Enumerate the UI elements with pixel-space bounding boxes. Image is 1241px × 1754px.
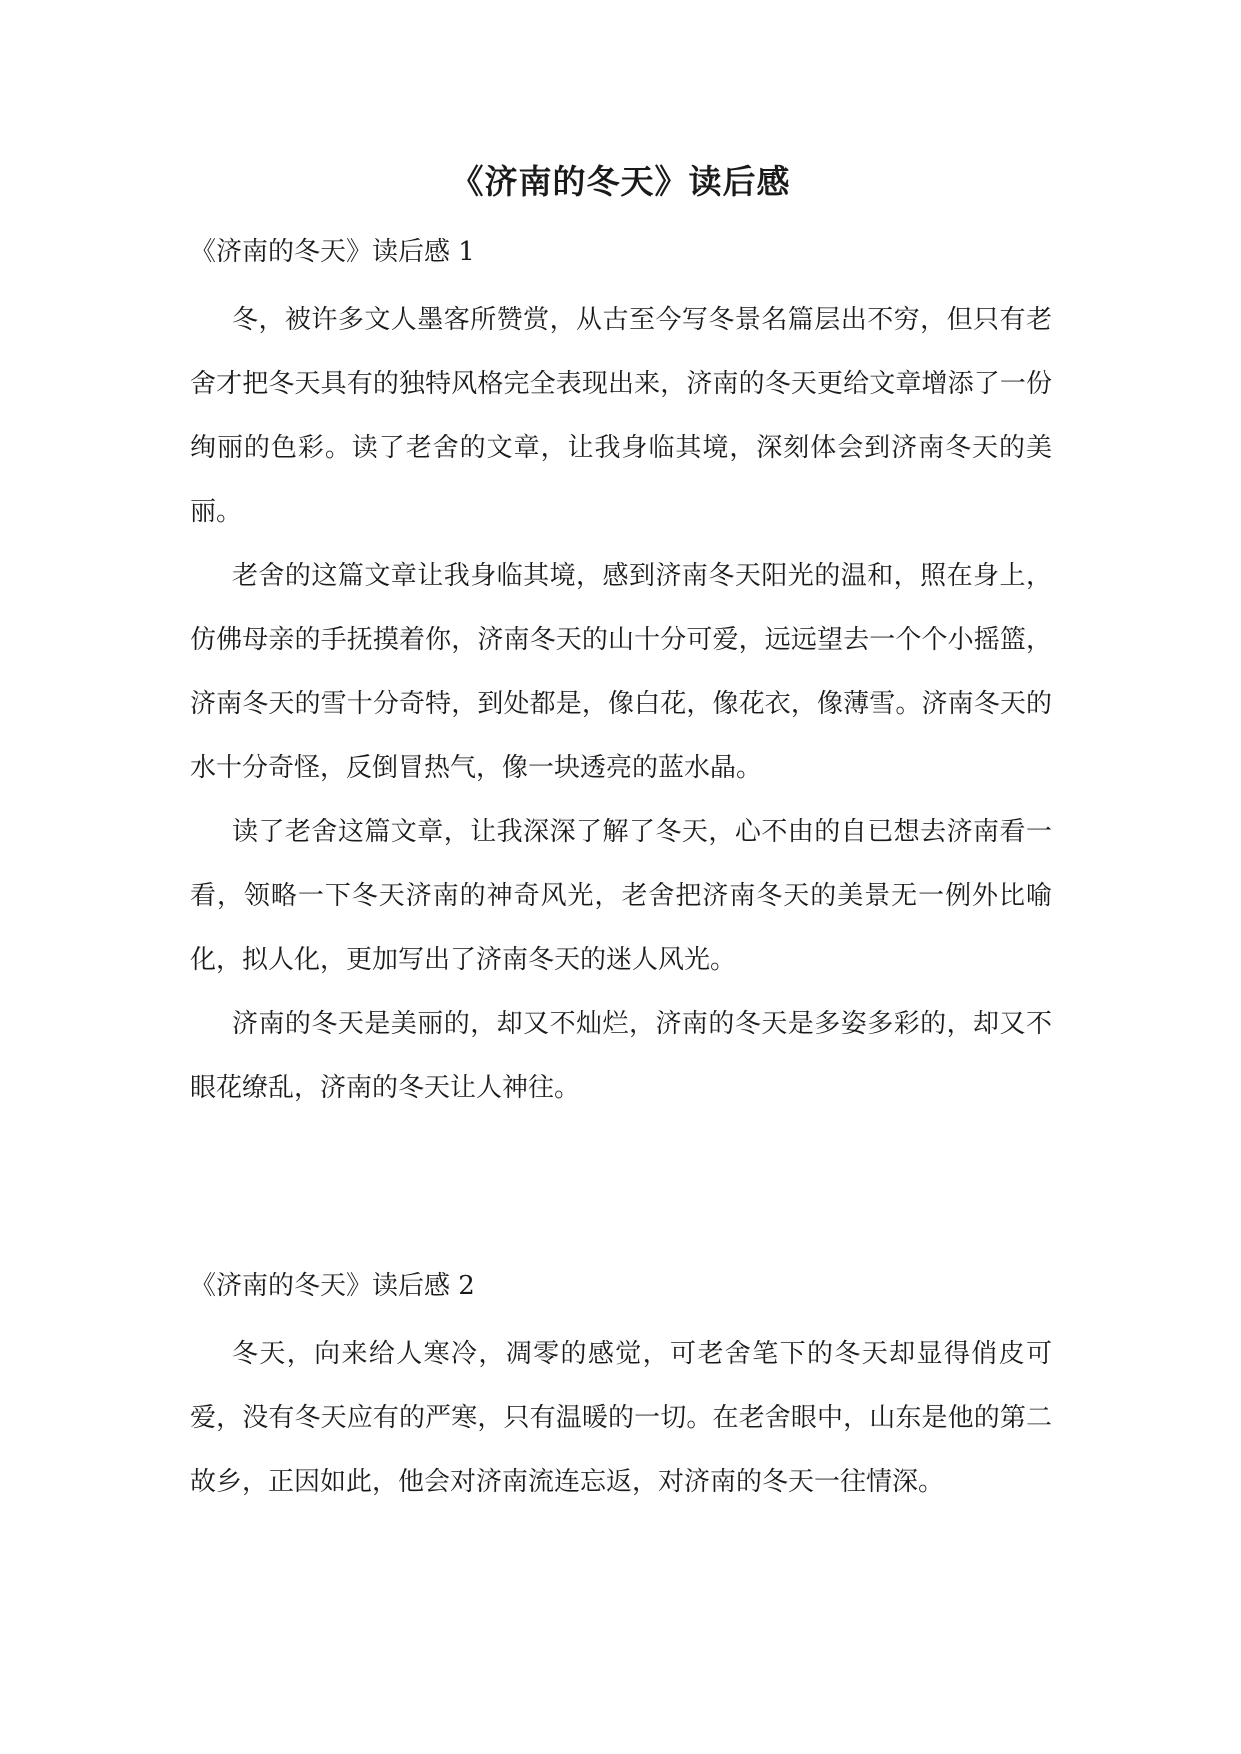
paragraph: 济南的冬天是美丽的，却又不灿烂，济南的冬天是多姿多彩的，却又不眼花缭乱，济南的冬天让人神往。	[190, 1009, 1052, 1103]
paragraph: 冬天，向来给人寒冷，凋零的感觉，可老舍笔下的冬天却显得俏皮可爱，没有冬天应有的严寒，只有温暖的一切。在老舍眼中，山东是他的第二故乡，正因如此，他会对济南流连忘返，对济南的冬天一往情深。	[190, 1339, 1052, 1497]
essay-section-2	[190, 1262, 1052, 1514]
section-heading: 《济南的冬天》读后感 1	[190, 237, 475, 267]
essay-section-1	[190, 228, 1052, 1120]
paragraph: 读了老舍这篇文章，让我深深了解了冬天，心不由的自已想去济南看一看，领略一下冬天济南的神奇风光，老舍把济南冬天的美景无一例外比喻化，拟人化，更加写出了济南冬天的迷人风光。	[190, 817, 1052, 975]
paragraph: 冬，被许多文人墨客所赞赏，从古至今写冬景名篇层出不穷，但只有老舍才把冬天具有的独特风格完全表现出来，济南的冬天更给文章增添了一份绚丽的色彩。读了老舍的文章，让我身临其境，深刻体会到济南冬天的美丽。	[190, 305, 1052, 527]
section-heading: 《济南的冬天》读后感 2	[190, 1271, 475, 1301]
document-title: 《济南的冬天》读后感	[450, 162, 791, 201]
paragraph: 老舍的这篇文章让我身临其境，感到济南冬天阳光的温和，照在身上，仿佛母亲的手抚摸着你，济南冬天的山十分可爱，远远望去一个个小摇篮，济南冬天的雪十分奇特，到处都是，像白花，像花衣，像薄雪。济南冬天的水十分奇怪，反倒冒热气，像一块透亮的蓝水晶。	[190, 561, 1052, 783]
